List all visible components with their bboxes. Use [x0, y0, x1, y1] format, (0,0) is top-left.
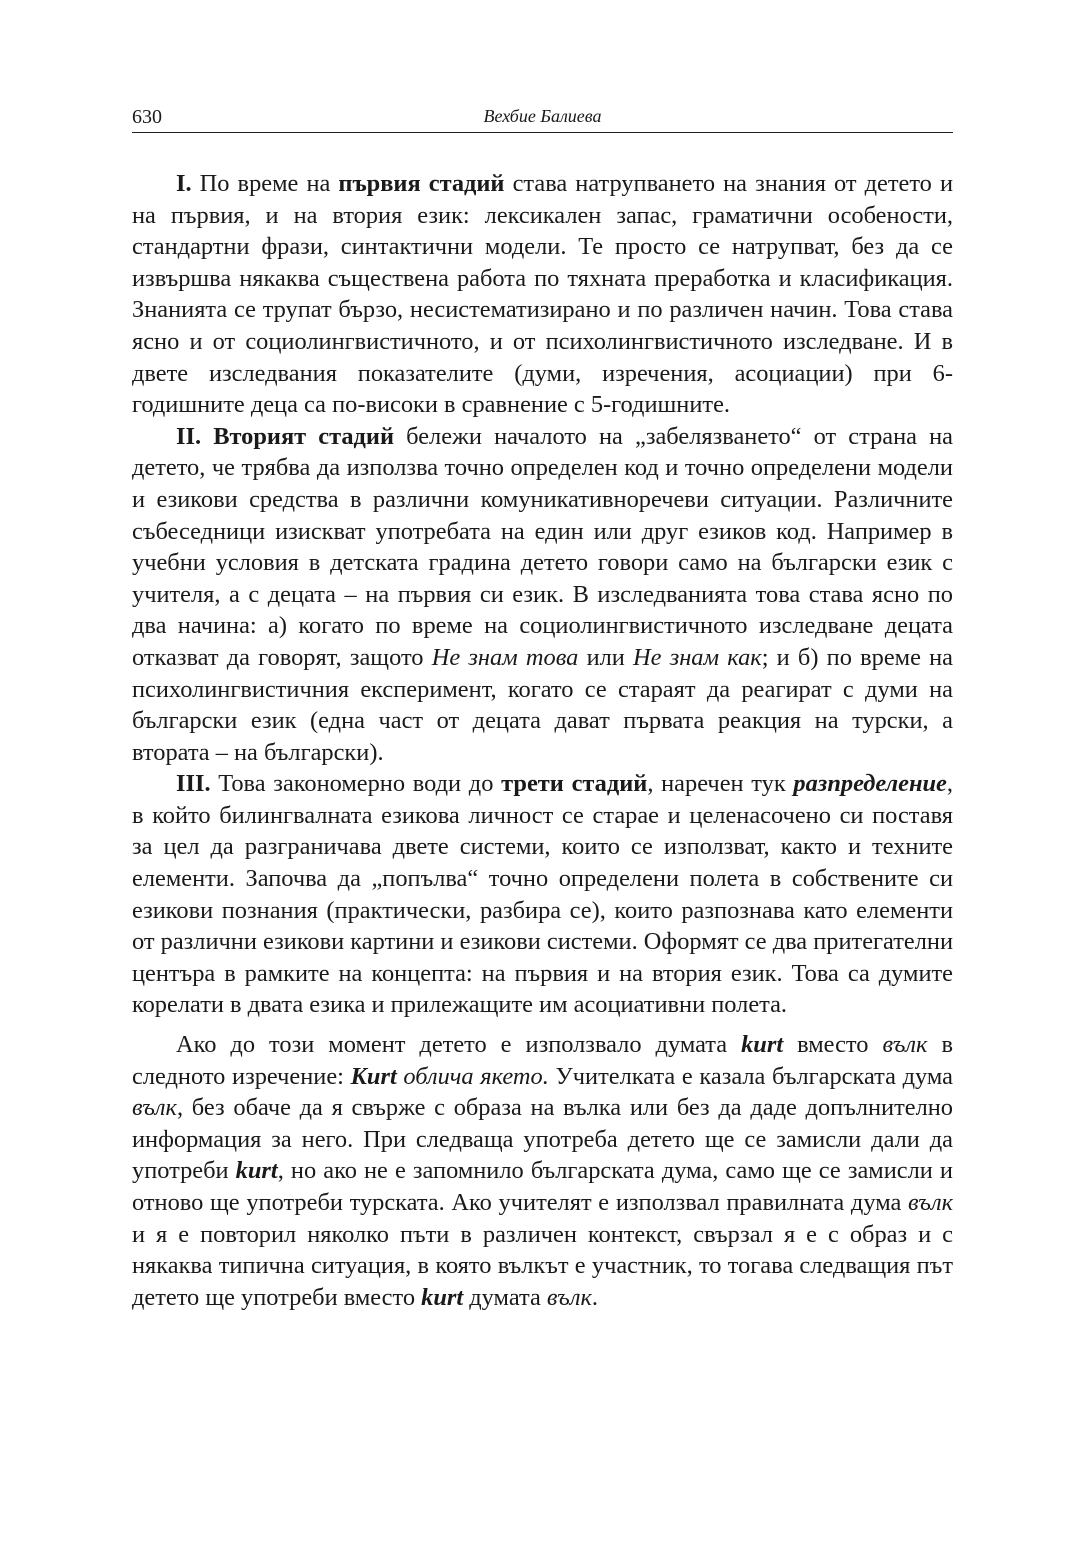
bold-italic-term: разпределение [793, 770, 947, 798]
paragraph-third-stage: III. Това закономерно води до трети стадий, наречен тук разпределение, в който билингвалната езикова личност се старае и целенасочено си поставя за цел да разграничава двете системи, които се използват, както и техните елементи. Започва да „попълва“ точно определени полета в собствените си езикови познания (практически, разбира се), които разпознава като елементи от различни езикови картини и езикови системи. Оформят се два притегателни центъра в рамките на концепта: на първия и на втория език. Това са думите корелати в двата езика и прилежащите им асоциативни полета. [132, 770, 953, 1019]
paragraph-example: Ако до този момент детето е използвало думата kurt вместо вълк в следното изречение: Kurt облича якето. Учителката е казала българската дума вълк, без обаче да я свърже с образа на вълка или без да даде допълнително информация за него. При следваща употреба детето ще се замисли дали да употреби kurt, но ако не е запомнило българската дума, само ще се замисли и отново ще употреби турската. Ако учителят е използвал правилната дума вълк и я е повторил няколко пъти в различен контекст, свързал я е с образ и с някаква типична ситуация, в която вълкът е участник, то тогава следващия път детето ще употреби вместо kurt думата вълк. [132, 1031, 953, 1311]
italic-phrase: вълк [908, 1189, 953, 1216]
bold-italic-term: kurt [741, 1031, 784, 1059]
page-header [132, 100, 953, 133]
page-number: 630 [132, 106, 162, 128]
bold-italic-term: kurt [235, 1157, 278, 1185]
italic-phrase: вълк [882, 1031, 928, 1059]
italic-phrase: Не знам как [633, 643, 762, 671]
bold-italic-term: kurt [421, 1283, 464, 1311]
italic-phrase: вълк [132, 1094, 177, 1122]
stage-marker: II. Вторият стадий [176, 422, 395, 450]
bold-term: първия стадий [338, 170, 505, 197]
italic-phrase: Не знам това [431, 643, 579, 671]
italic-phrase: облича якето. [396, 1062, 549, 1090]
bold-italic-term: Kurt [350, 1062, 397, 1090]
paragraph-second-stage: II. Вторият стадий бележи началото на „забелязването“ от страна на детето, че трябва да използва точно определен код и точно определени модели и езикови средства в различни комуникативноречеви ситуации. Различните събеседници изискват употребата на един или друг езиков код. Например в учебни условия в детската градина детето говори само на български език с учителя, а с децата – на първия си език. В изследванията това става ясно по два начина: а) когато по време на социолингвистичното изследване децата отказват да говорят, защото Не знам това или Не знам как; и б) по време на психолингвистичния експеримент, когато се стараят да реагират с думи на български език (една част от децата дават първата реакция на турски, а втората – на български). [132, 422, 953, 766]
body-text [132, 168, 953, 1313]
italic-phrase: вълк [546, 1283, 592, 1311]
stage-marker: III. [176, 770, 211, 798]
stage-marker: I. [176, 170, 192, 197]
running-head-author: Вехбие Балиева [483, 106, 602, 126]
bold-term: трети стадий [501, 770, 648, 798]
paragraph-first-stage: I. По време на първия стадий става натрупването на знания от детето и на първия, и на втория език: лексикален запас, граматични особености, стандартни фрази, синтактични модели. Те просто се натрупват, без да се извършва някаква съществена работа по тяхната преработка и класификация. Знанията се трупат бързо, несистематизирано и по различен начин. Това става ясно и от социолингвистичното, и от психолингвистичното изследване. И в двете изследвания показателите (думи, изречения, асоциации) при 6-годишните деца са по-високи в сравнение с 5-годишните. [132, 170, 953, 419]
